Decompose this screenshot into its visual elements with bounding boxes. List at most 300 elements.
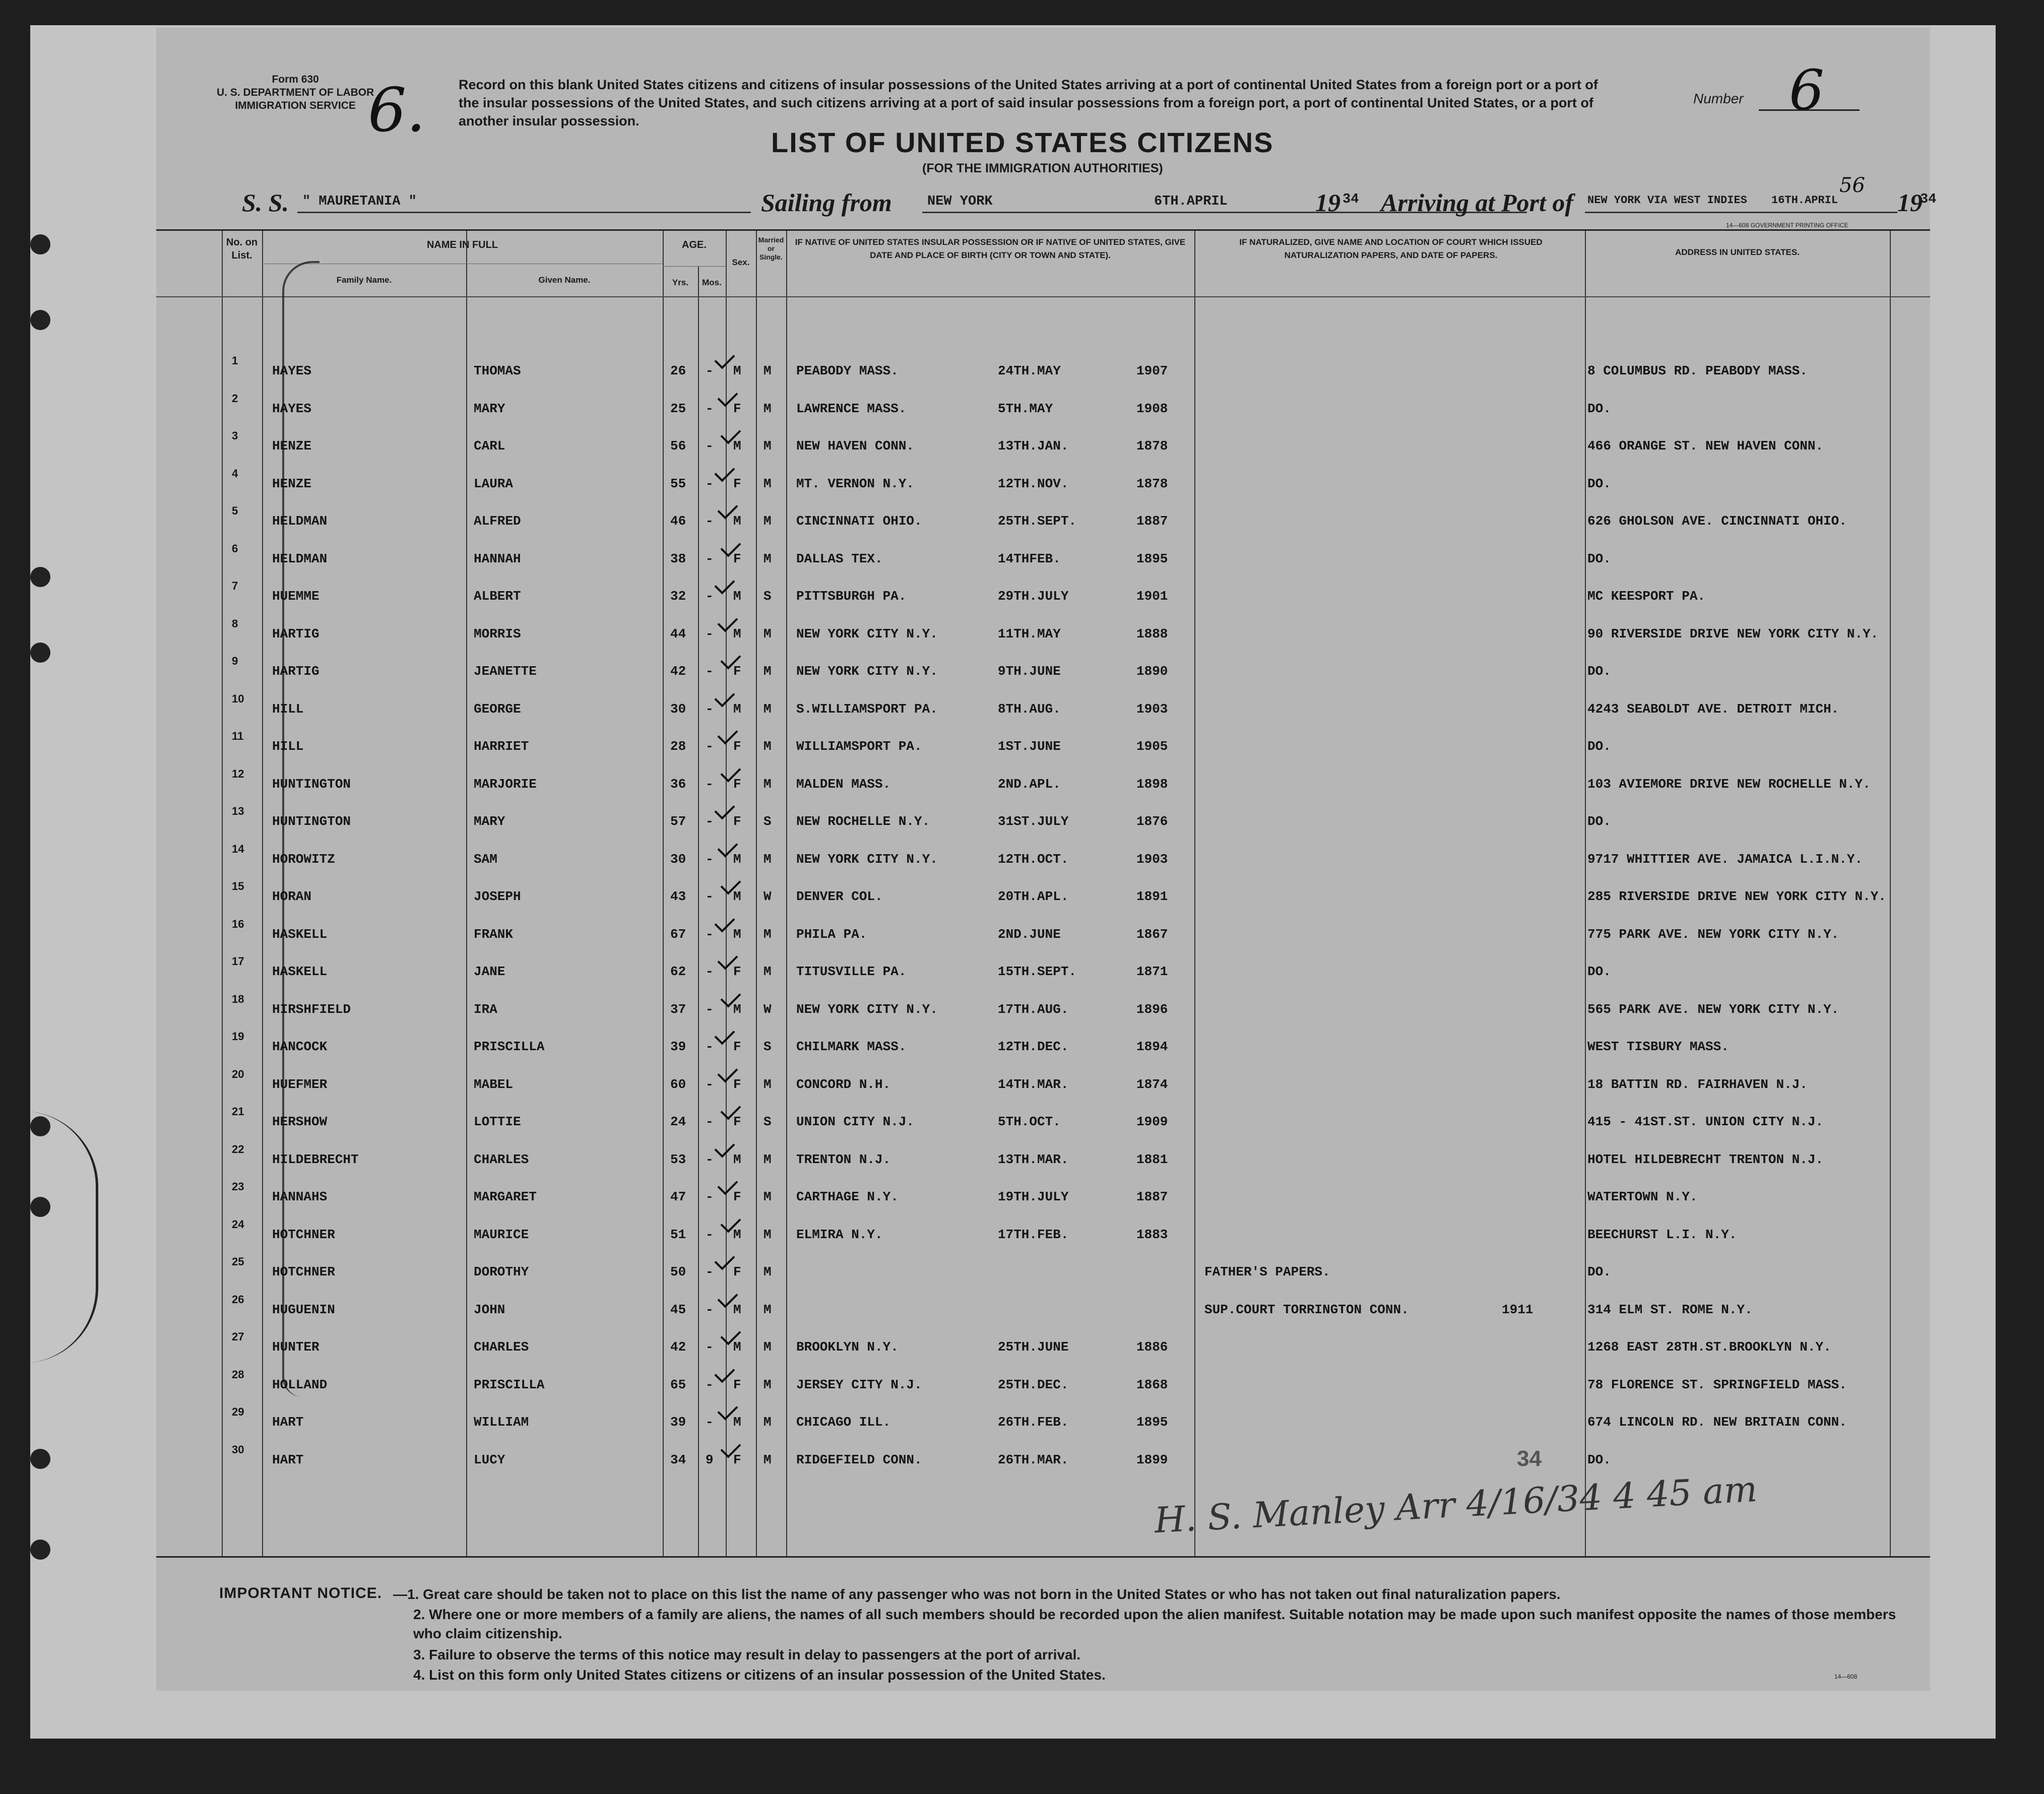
table-row (156, 1438, 1930, 1476)
table-row (156, 1325, 1930, 1363)
family-name-cell: HASKELL (272, 964, 328, 979)
age-months-cell: - (706, 814, 714, 829)
birth-year-cell: 1907 (1136, 363, 1168, 378)
age-months-cell: - (706, 776, 714, 792)
given-name-cell: MARJORIE (474, 776, 537, 792)
birth-year-cell: 1908 (1136, 401, 1168, 416)
address-cell: DO. (1587, 1264, 1611, 1279)
given-name-cell: PRISCILLA (474, 1377, 545, 1392)
table-row (156, 1025, 1930, 1063)
row-number-cell: 7 (232, 580, 238, 592)
notice-item-2: 2. Where one or more members of a family are aliens, the names of all such members should be recorded upon the alien manifest. Suitable notation may be made upon such manifest opposite the names of those members who claim citizenship. (413, 1607, 1896, 1641)
row-number-cell: 23 (232, 1180, 244, 1193)
given-name-cell: MARGARET (474, 1189, 537, 1204)
passenger-rows (156, 349, 1930, 1476)
family-name-cell: HUEMME (272, 589, 320, 604)
birth-year-cell: 1868 (1136, 1377, 1168, 1392)
birth-place-cell: S.WILLIAMSPORT PA. (796, 701, 938, 717)
family-name-cell: HASKELL (272, 926, 328, 942)
age-months-cell: - (706, 438, 714, 454)
birth-place-cell: NEW YORK CITY N.Y. (796, 664, 938, 679)
check-mark-icon (714, 348, 735, 369)
birth-year-cell: 1871 (1136, 964, 1168, 979)
birth-date-cell: 29TH.JULY (998, 589, 1069, 604)
table-row (156, 1138, 1930, 1176)
table-row (156, 687, 1930, 725)
row-number-cell: 29 (232, 1405, 244, 1418)
age-years-cell: 38 (670, 551, 686, 566)
given-name-cell: JANE (474, 964, 505, 979)
table-row (156, 1063, 1930, 1101)
age-years-cell: 43 (670, 889, 686, 904)
notice-item-3: 3. Failure to observe the terms of this notice may result in delay to passengers at the port of arrival. (413, 1647, 1081, 1662)
sex-cell: F (733, 664, 741, 679)
given-name-cell: CHARLES (474, 1151, 529, 1167)
sex-cell: F (733, 476, 741, 491)
binder-hole (30, 1540, 50, 1560)
age-years-cell: 37 (670, 1001, 686, 1017)
birth-year-cell: 1886 (1136, 1339, 1168, 1355)
sex-cell: M (733, 1227, 741, 1242)
birth-date-cell: 15TH.SEPT. (998, 964, 1077, 979)
marital-status-cell: M (763, 851, 772, 867)
row-number-cell: 5 (232, 504, 238, 517)
birth-place-cell: NEW YORK CITY N.Y. (796, 626, 938, 642)
birth-date-cell: 5TH.OCT. (998, 1114, 1061, 1129)
family-name-cell: HIRSHFIELD (272, 1001, 351, 1017)
address-cell: MC KEESPORT PA. (1587, 589, 1706, 604)
marital-status-cell: M (763, 776, 772, 792)
check-mark-icon (714, 461, 735, 482)
sex-cell: M (733, 1001, 741, 1017)
age-months-cell: - (706, 1076, 714, 1092)
number-value: 6 (1789, 58, 1824, 122)
row-number-cell: 16 (232, 917, 244, 930)
birth-year-cell: 1878 (1136, 476, 1168, 491)
given-name-cell: JOHN (474, 1302, 505, 1317)
passenger-table (156, 229, 1930, 1558)
age-months-cell: - (706, 1001, 714, 1017)
given-name-cell: THOMAS (474, 363, 521, 378)
given-name-cell: LOTTIE (474, 1114, 521, 1129)
age-months-cell: - (706, 1189, 714, 1204)
birth-date-cell: 13TH.JAN. (998, 438, 1069, 454)
birth-place-cell: NEW ROCHELLE N.Y. (796, 814, 930, 829)
age-months-cell: - (706, 926, 714, 942)
marital-status-cell: S (763, 814, 772, 829)
age-years-cell: 24 (670, 1114, 686, 1129)
birth-place-cell: TITUSVILLE PA. (796, 964, 907, 979)
address-cell: 4243 SEABOLDT AVE. DETROIT MICH. (1587, 701, 1839, 717)
age-years-cell: 32 (670, 589, 686, 604)
sex-cell: F (733, 776, 741, 792)
birth-place-cell: MALDEN MASS. (796, 776, 891, 792)
sex-cell: M (733, 1302, 741, 1317)
birth-place-cell: PHILA PA. (796, 926, 867, 942)
birth-date-cell: 2ND.JUNE (998, 926, 1061, 942)
marital-status-cell: M (763, 1264, 772, 1279)
sex-cell: M (733, 363, 741, 378)
address-cell: 1268 EAST 28TH.ST.BROOKLYN N.Y. (1587, 1339, 1831, 1355)
row-number-cell: 18 (232, 992, 244, 1005)
row-number-cell: 10 (232, 692, 244, 705)
sex-cell: F (733, 1114, 741, 1129)
birth-year-cell: 1903 (1136, 851, 1168, 867)
table-row (156, 838, 1930, 875)
arriving-handwritten-number: 56 (1839, 174, 1865, 197)
address-cell: 775 PARK AVE. NEW YORK CITY N.Y. (1587, 926, 1839, 942)
header-family-name: Family Name. (336, 275, 392, 285)
family-name-cell: HELDMAN (272, 514, 328, 529)
birth-year-cell: 1867 (1136, 926, 1168, 942)
marital-status-cell: M (763, 1452, 772, 1467)
age-months-cell: 9 (706, 1452, 714, 1467)
family-name-cell: HUEFMER (272, 1076, 328, 1092)
sex-cell: F (733, 1189, 741, 1204)
age-months-cell: - (706, 1339, 714, 1355)
arriving-port: NEW YORK VIA WEST INDIES (1587, 194, 1747, 207)
table-row (156, 499, 1930, 537)
naturalization-court-cell: FATHER'S PAPERS. (1204, 1264, 1330, 1279)
arriving-year-prefix: 19 (1897, 188, 1923, 217)
address-cell: 8 COLUMBUS RD. PEABODY MASS. (1587, 363, 1808, 378)
given-name-cell: SAM (474, 851, 497, 867)
address-cell: DO. (1587, 739, 1611, 754)
birth-year-cell: 1883 (1136, 1227, 1168, 1242)
age-years-cell: 45 (670, 1302, 686, 1317)
given-name-cell: MARY (474, 814, 505, 829)
sailing-label: Sailing from (761, 188, 892, 217)
birth-date-cell: 2ND.APL. (998, 776, 1061, 792)
marital-status-cell: M (763, 1302, 772, 1317)
sex-cell: M (733, 626, 741, 642)
age-years-cell: 67 (670, 926, 686, 942)
birth-place-cell: PEABODY MASS. (796, 363, 899, 378)
family-name-cell: HUNTINGTON (272, 776, 351, 792)
birth-year-cell: 1909 (1136, 1114, 1168, 1129)
age-years-cell: 36 (670, 776, 686, 792)
birth-date-cell: 8TH.AUG. (998, 701, 1061, 717)
birth-place-cell: JERSEY CITY N.J. (796, 1377, 922, 1392)
sailing-port: NEW YORK (927, 194, 993, 209)
family-name-cell: HOROWITZ (272, 851, 335, 867)
marital-status-cell: M (763, 664, 772, 679)
header-bottom-line (156, 296, 1930, 297)
birth-date-cell: 26TH.MAR. (998, 1452, 1069, 1467)
given-name-cell: LUCY (474, 1452, 505, 1467)
sex-cell: F (733, 814, 741, 829)
age-months-cell: - (706, 701, 714, 717)
arriving-underline (1585, 212, 1897, 213)
family-name-cell: HARTIG (272, 626, 320, 642)
row-number-cell: 20 (232, 1067, 244, 1080)
row-number-cell: 28 (232, 1368, 244, 1381)
birth-year-cell: 1898 (1136, 776, 1168, 792)
row-number-cell: 2 (232, 392, 238, 405)
row-number-cell: 11 (232, 730, 244, 742)
header-sex: Sex. (732, 258, 750, 267)
family-name-cell: HENZE (272, 438, 312, 454)
address-cell: DO. (1587, 401, 1611, 416)
marital-status-cell: M (763, 438, 772, 454)
age-months-cell: - (706, 889, 714, 904)
age-months-cell: - (706, 363, 714, 378)
sex-cell: M (733, 438, 741, 454)
department-name: U. S. DEPARTMENT OF LABOR (217, 87, 374, 98)
birth-place-cell: BROOKLYN N.Y. (796, 1339, 899, 1355)
table-row (156, 462, 1930, 500)
sex-cell: F (733, 1377, 741, 1392)
number-label: Number (1693, 91, 1744, 106)
binder-hole (30, 643, 50, 663)
row-number-cell: 22 (232, 1142, 244, 1156)
table-row (156, 574, 1930, 612)
given-name-cell: DOROTHY (474, 1264, 529, 1279)
age-years-cell: 30 (670, 851, 686, 867)
marital-status-cell: S (763, 1039, 772, 1054)
birth-place-cell: CONCORD N.H. (796, 1076, 891, 1092)
table-row (156, 1100, 1930, 1138)
table-row (156, 988, 1930, 1026)
birth-place-cell: CHICAGO ILL. (796, 1415, 891, 1430)
marital-status-cell: M (763, 1227, 772, 1242)
check-mark-icon (714, 1362, 735, 1383)
table-row (156, 1213, 1930, 1251)
family-name-cell: HUNTER (272, 1339, 320, 1355)
handwritten-page-number: 6. (368, 76, 426, 146)
row-number-cell: 26 (232, 1293, 244, 1306)
page-title: LIST OF UNITED STATES CITIZENS (771, 126, 1274, 158)
address-cell: DO. (1587, 551, 1611, 566)
birth-year-cell: 1876 (1136, 814, 1168, 829)
birth-place-cell: TRENTON N.J. (796, 1151, 891, 1167)
sex-cell: M (733, 889, 741, 904)
marital-status-cell: M (763, 1151, 772, 1167)
family-name-cell: HILL (272, 701, 304, 717)
marital-status-cell: M (763, 1076, 772, 1092)
given-name-cell: PRISCILLA (474, 1039, 545, 1054)
age-months-cell: - (706, 1039, 714, 1054)
marital-status-cell: M (763, 401, 772, 416)
age-months-cell: - (706, 664, 714, 679)
birth-date-cell: 31ST.JULY (998, 814, 1069, 829)
birth-place-cell: CHILMARK MASS. (796, 1039, 907, 1054)
age-months-cell: - (706, 476, 714, 491)
row-number-cell: 24 (232, 1218, 244, 1231)
header-naturalization: IF NATURALIZED, GIVE NAME AND LOCATION OF COURT WHICH ISSUED NATURALIZATION PAPERS, AND DATE OF PAPERS. (1239, 237, 1543, 260)
given-name-cell: MARY (474, 401, 505, 416)
given-name-cell: CARL (474, 438, 505, 454)
age-months-cell: - (706, 626, 714, 642)
row-number-cell: 15 (232, 880, 244, 892)
check-mark-icon (714, 1249, 735, 1270)
inspector-signature: H. S. Manley Arr 4/16/34 4 45 am (1153, 1468, 1758, 1542)
family-name-cell: HILDEBRECHT (272, 1151, 359, 1167)
given-name-cell: GEORGE (474, 701, 521, 717)
header-mos: Mos. (702, 278, 722, 287)
birth-place-cell: PITTSBURGH PA. (796, 589, 907, 604)
manifest-page (156, 28, 1937, 1691)
age-years-cell: 50 (670, 1264, 686, 1279)
marital-status-cell: M (763, 1339, 772, 1355)
age-months-cell: - (706, 1227, 714, 1242)
birth-place-cell: WILLIAMSPORT PA. (796, 739, 922, 754)
sex-cell: M (733, 1415, 741, 1430)
sex-cell: F (733, 551, 741, 566)
birth-date-cell: 11TH.MAY (998, 626, 1061, 642)
birth-place-cell: CINCINNATI OHIO. (796, 514, 922, 529)
birth-place-cell: LAWRENCE MASS. (796, 401, 907, 416)
family-name-cell: HOLLAND (272, 1377, 328, 1392)
sex-cell: M (733, 589, 741, 604)
check-mark-icon (714, 1024, 735, 1045)
check-mark-icon (714, 573, 735, 594)
age-months-cell: - (706, 1114, 714, 1129)
table-row (156, 913, 1930, 950)
family-name-cell: HILL (272, 739, 304, 754)
birth-date-cell: 1ST.JUNE (998, 739, 1061, 754)
handwritten-arc-mark (5, 1111, 98, 1363)
family-name-cell: HOTCHNER (272, 1227, 335, 1242)
address-cell: 565 PARK AVE. NEW YORK CITY N.Y. (1587, 1001, 1839, 1017)
marital-status-cell: M (763, 476, 772, 491)
row-number-cell: 27 (232, 1330, 244, 1343)
age-months-cell: - (706, 851, 714, 867)
table-row (156, 1400, 1930, 1438)
given-name-cell: HANNAH (474, 551, 521, 566)
age-years-cell: 56 (670, 438, 686, 454)
header-married-single: Married or Single. (758, 236, 784, 261)
age-months-cell: - (706, 1151, 714, 1167)
age-months-cell: - (706, 401, 714, 416)
address-cell: WATERTOWN N.Y. (1587, 1189, 1698, 1204)
notice-label: IMPORTANT NOTICE. (219, 1585, 382, 1601)
birth-date-cell: 19TH.JULY (998, 1189, 1069, 1204)
given-name-cell: MABEL (474, 1076, 514, 1092)
birth-year-cell: 1878 (1136, 438, 1168, 454)
address-cell: 314 ELM ST. ROME N.Y. (1587, 1302, 1753, 1317)
table-row (156, 650, 1930, 687)
birth-year-cell: 1887 (1136, 1189, 1168, 1204)
birth-place-cell: RIDGEFIELD CONN. (796, 1452, 922, 1467)
marital-status-cell: M (763, 514, 772, 529)
address-cell: 78 FLORENCE ST. SPRINGFIELD MASS. (1587, 1377, 1847, 1392)
birth-date-cell: 14TH.MAR. (998, 1076, 1069, 1092)
given-name-cell: ALBERT (474, 589, 521, 604)
header-address: ADDRESS IN UNITED STATES. (1675, 247, 1800, 257)
birth-year-cell: 1895 (1136, 1415, 1168, 1430)
age-years-cell: 57 (670, 814, 686, 829)
birth-date-cell: 13TH.MAR. (998, 1151, 1069, 1167)
arriving-date: 16TH.APRIL (1771, 194, 1838, 207)
row-number-cell: 25 (232, 1255, 244, 1268)
given-name-cell: IRA (474, 1001, 497, 1017)
row-number-cell: 12 (232, 767, 244, 780)
address-cell: DO. (1587, 964, 1611, 979)
row-number-cell: 3 (232, 429, 238, 442)
age-years-cell: 30 (670, 701, 686, 717)
marital-status-cell: M (763, 926, 772, 942)
birth-place-cell: NEW YORK CITY N.Y. (796, 851, 938, 867)
table-row (156, 950, 1930, 988)
check-mark-icon (714, 686, 735, 707)
family-name-cell: HUGUENIN (272, 1302, 335, 1317)
table-row (156, 387, 1930, 425)
age-years-cell: 60 (670, 1076, 686, 1092)
given-name-cell: MAURICE (474, 1227, 529, 1242)
given-name-cell: ALFRED (474, 514, 521, 529)
age-years-cell: 28 (670, 739, 686, 754)
family-name-cell: HANCOCK (272, 1039, 328, 1054)
table-row (156, 349, 1930, 387)
given-name-cell: MORRIS (474, 626, 521, 642)
sex-cell: M (733, 1339, 741, 1355)
address-cell: 285 RIVERSIDE DRIVE NEW YORK CITY N.Y. (1587, 889, 1886, 904)
naturalization-year-cell: 1911 (1502, 1302, 1534, 1317)
family-name-cell: HART (272, 1452, 304, 1467)
sex-cell: M (733, 926, 741, 942)
marital-status-cell: W (763, 1001, 772, 1017)
birth-year-cell: 1896 (1136, 1001, 1168, 1017)
row-number-cell: 17 (232, 955, 244, 968)
birth-date-cell: 25TH.DEC. (998, 1377, 1069, 1392)
binder-hole (30, 567, 50, 587)
birth-year-cell: 1890 (1136, 664, 1168, 679)
header-subline (663, 266, 726, 267)
row-number-cell: 4 (232, 467, 238, 480)
row-number-cell: 1 (232, 354, 238, 367)
age-months-cell: - (706, 514, 714, 529)
arriving-year-suffix: 34 (1920, 192, 1937, 207)
birth-date-cell: 17TH.AUG. (998, 1001, 1069, 1017)
page-subtitle: (FOR THE IMMIGRATION AUTHORITIES) (922, 161, 1163, 175)
sex-cell: F (733, 1076, 741, 1092)
given-name-cell: WILLIAM (474, 1415, 529, 1430)
birth-place-cell: ELMIRA N.Y. (796, 1227, 883, 1242)
given-name-cell: HARRIET (474, 739, 529, 754)
binder-hole (30, 234, 50, 254)
birth-date-cell: 5TH.MAY (998, 401, 1053, 416)
check-mark-icon (714, 912, 735, 932)
naturalization-court-cell: SUP.COURT TORRINGTON CONN. (1204, 1302, 1409, 1317)
family-name-cell: HOTCHNER (272, 1264, 335, 1279)
family-name-cell: HARTIG (272, 664, 320, 679)
table-row (156, 1250, 1930, 1288)
binder-hole (30, 1449, 50, 1469)
marital-status-cell: S (763, 1114, 772, 1129)
birth-year-cell: 1895 (1136, 551, 1168, 566)
age-years-cell: 55 (670, 476, 686, 491)
sex-cell: M (733, 851, 741, 867)
age-years-cell: 25 (670, 401, 686, 416)
age-years-cell: 46 (670, 514, 686, 529)
family-name-cell: HAYES (272, 401, 312, 416)
marital-status-cell: M (763, 551, 772, 566)
given-name-cell: LAURA (474, 476, 514, 491)
age-months-cell: - (706, 589, 714, 604)
family-name-cell: HORAN (272, 889, 312, 904)
binder-hole (30, 310, 50, 330)
birth-date-cell: 26TH.FEB. (998, 1415, 1069, 1430)
marital-status-cell: M (763, 363, 772, 378)
address-cell: BEECHURST L.I. N.Y. (1587, 1227, 1737, 1242)
form-identifier (217, 73, 374, 112)
sex-cell: F (733, 1264, 741, 1279)
notice-item-1: —1. Great care should be taken not to place on this list the name of any passenger who was not born in the United States or who has not taken out final naturalization papers. (393, 1586, 1561, 1602)
birth-date-cell: 17TH.FEB. (998, 1227, 1069, 1242)
service-name: IMMIGRATION SERVICE (235, 100, 356, 111)
age-years-cell: 39 (670, 1039, 686, 1054)
